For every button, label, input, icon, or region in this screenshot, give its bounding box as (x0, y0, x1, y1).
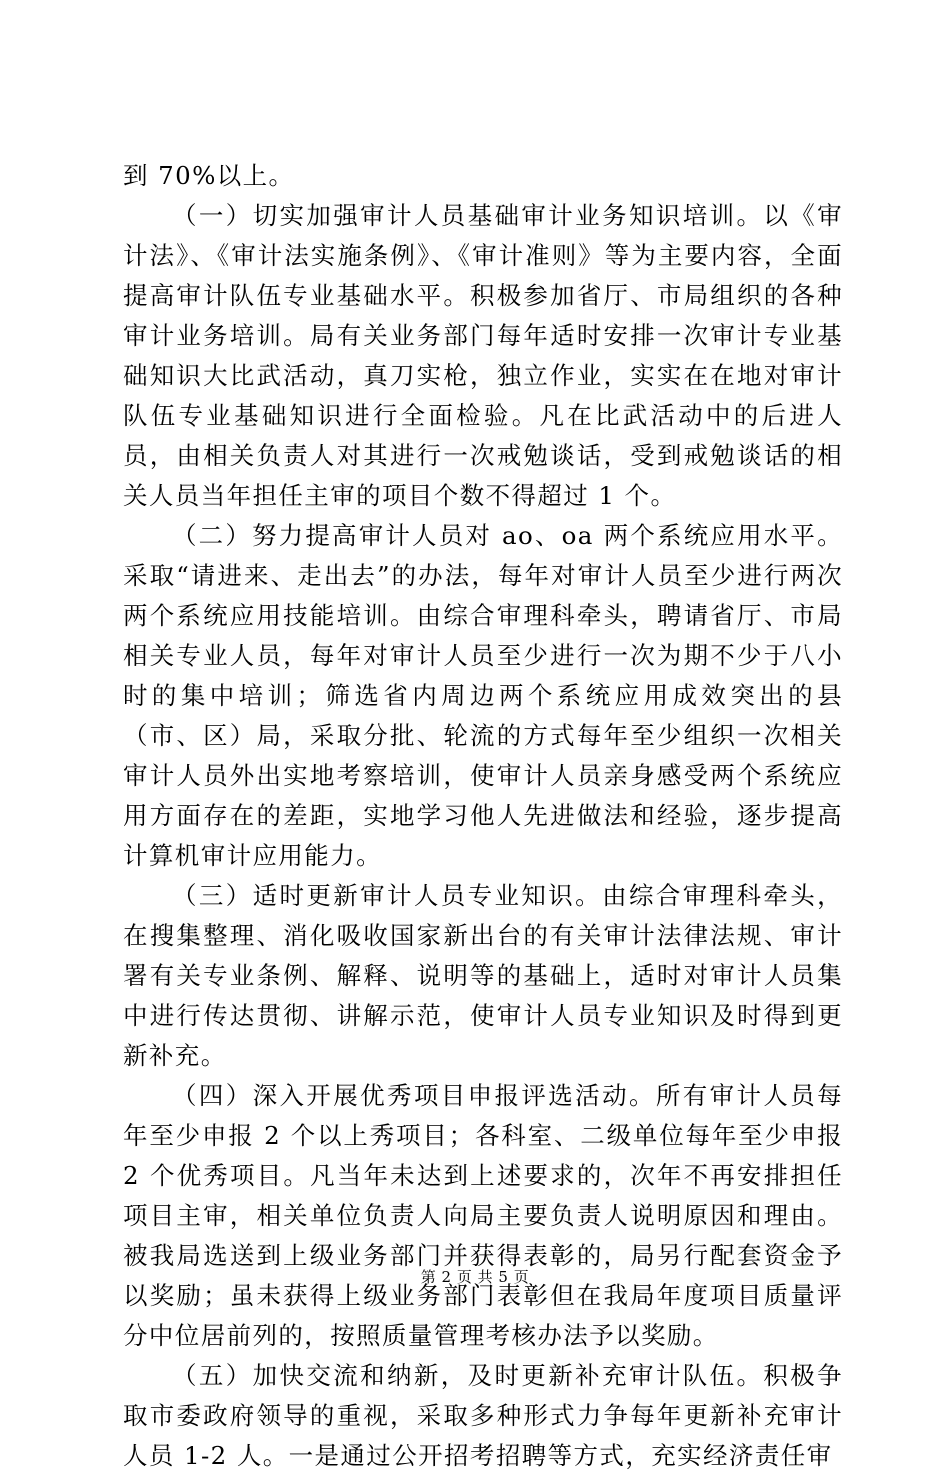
paragraph-section-4: （四）深入开展优秀项目申报评选活动。所有审计人员每年至少申报 2 个以上秀项目；各科室、二级单位每年至少申报 2 个优秀项目。凡当年未达到上述要求的，次年不再安排担任项目主审，相关单位负责人向局主要负责人说明原因和理由。被我局选送到上级业务部门并获得表彰的，局另行配套资金予以奖励；虽未获得上级业务部门表彰但在我局年度项目质量评分中位居前列的，按照质量管理考核办法予以奖励。 (123, 1081, 843, 1350)
paragraph-section-3: （三）适时更新审计人员专业知识。由综合审理科牵头，在搜集整理、消化吸收国家新出台的有关审计法律法规、审计署有关专业条例、解释、说明等的基础上，适时对审计人员集中进行传达贯彻、讲解示范，使审计人员专业知识及时得到更新补充。 (123, 881, 843, 1070)
paragraph-section-5: （五）加快交流和纳新，及时更新补充审计队伍。积极争取市委政府领导的重视，采取多种形式力争每年更新补充审计人员 1-2 人。一是通过公开招考招聘等方式，充实经济责任审 (123, 1361, 843, 1470)
paragraph-section-1: （一）切实加强审计人员基础审计业务知识培训。以《审计法》、《审计法实施条例》、《审计准则》等为主要内容，全面提高审计队伍专业基础水平。积极参加省厅、市局组织的各种审计业务培训。局有关业务部门每年适时安排一次审计专业基础知识大比武活动，真刀实枪，独立作业，实实在在地对审计队伍专业基础知识进行全面检验。凡在比武活动中的后进人员，由相关负责人对其进行一次戒勉谈话，受到戒勉谈话的相关人员当年担任主审的项目个数不得超过 1 个。 (123, 201, 843, 510)
paragraph-continuation: 到 70%以上。 (123, 161, 295, 190)
paragraph-section-2: （二）努力提高审计人员对 ao、oa 两个系统应用水平。采取“请进来、走出去”的办法，每年对审计人员至少进行两次两个系统应用技能培训。由综合审理科牵头，聘请省厅、市局相关专业人员，每年对审计人员至少进行一次为期不少于八小时的集中培训；筛选省内周边两个系统应用成效突出的县（市、区）局，采取分批、轮流的方式每年至少组织一次相关审计人员外出实地考察培训，使审计人员亲身感受两个系统应用方面存在的差距，实地学习他人先进做法和经验，逐步提高计算机审计应用能力。 (123, 521, 843, 870)
page-footer: 第 2 页 共 5 页 (420, 1268, 530, 1286)
